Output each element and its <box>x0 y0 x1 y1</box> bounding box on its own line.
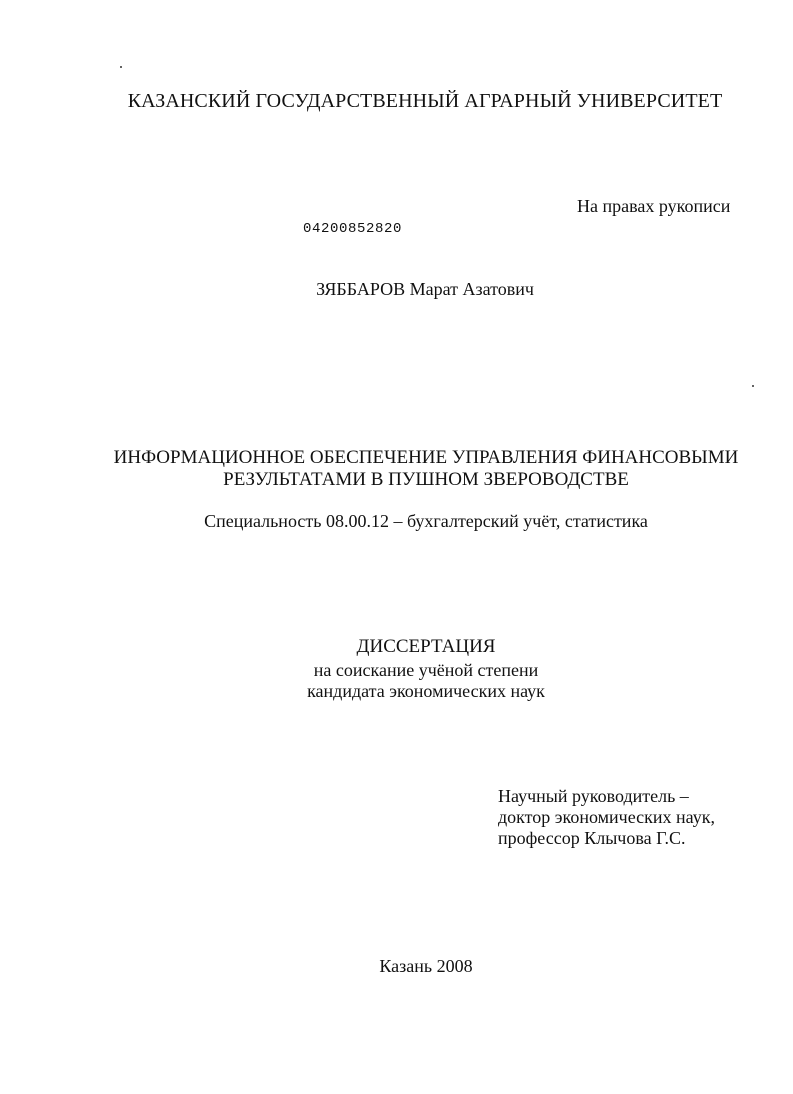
manuscript-note: На правах рукописи <box>577 196 731 216</box>
advisor-line: доктор экономических наук, <box>498 807 715 827</box>
scan-speck <box>120 66 122 68</box>
city-year: Казань 2008 <box>379 956 473 976</box>
author-name: ЗЯББАРОВ Марат Азатович <box>316 279 534 299</box>
catalog-code: 04200852820 <box>303 221 403 237</box>
dissertation-title-line: РЕЗУЛЬТАТАМИ В ПУШНОМ ЗВЕРОВОДСТВЕ <box>223 469 629 490</box>
advisor-block <box>498 786 715 849</box>
dissertation-title-line: ИНФОРМАЦИОННОЕ ОБЕСПЕЧЕНИЕ УПРАВЛЕНИЯ ФИНАНСОВЫМИ <box>113 447 739 468</box>
specialty-line: Специальность 08.00.12 – бухгалтерский учёт, статистика <box>204 511 648 531</box>
degree-line: кандидата экономических наук <box>307 681 545 701</box>
document-type: ДИССЕРТАЦИЯ <box>356 636 496 657</box>
advisor-line: профессор Клычова Г.С. <box>498 828 686 848</box>
degree-line: на соискание учёной степени <box>313 660 539 680</box>
university-name: КАЗАНСКИЙ ГОСУДАРСТВЕННЫЙ АГРАРНЫЙ УНИВЕРСИТЕТ <box>127 90 723 112</box>
scan-speck <box>752 385 754 387</box>
advisor-line: Научный руководитель – <box>498 786 689 806</box>
